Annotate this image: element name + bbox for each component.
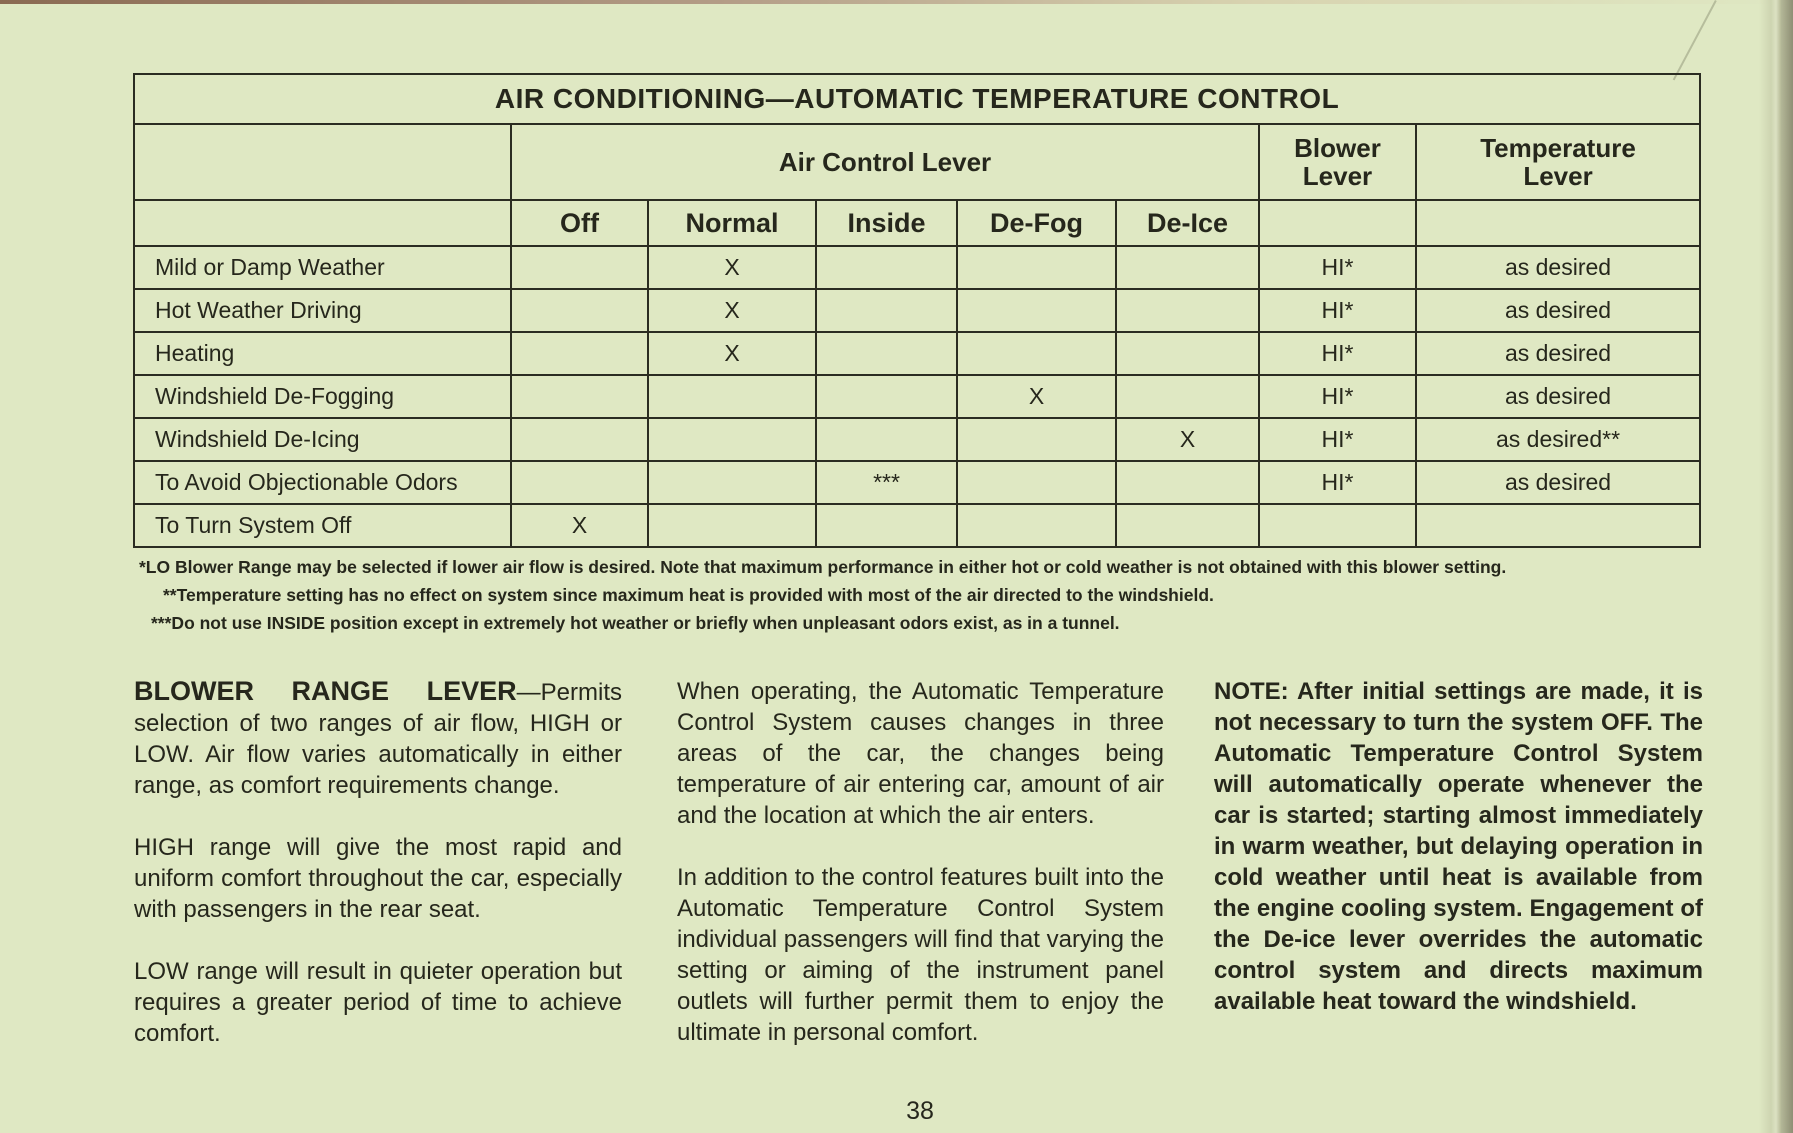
text-blower-range-desc: —Permits selection of two ranges of air flow, HIGH or LOW. Air flow varies automatically in either range, as comfort requirements change. — [134, 679, 622, 799]
cell-off — [511, 375, 648, 418]
row-label: Heating — [134, 332, 511, 375]
cell-defog: X — [957, 375, 1116, 418]
table-row — [134, 332, 1700, 375]
page-edge-top — [0, 0, 1793, 4]
cell-temperature: as desired — [1416, 289, 1700, 332]
col-header-defog: De-Fog — [957, 200, 1116, 246]
cell-deice — [1116, 461, 1259, 504]
cell-temperature: as desired — [1416, 375, 1700, 418]
cell-inside: *** — [816, 461, 957, 504]
cell-inside — [816, 418, 957, 461]
column-note — [1214, 676, 1703, 1048]
table-row — [134, 461, 1700, 504]
cell-off — [511, 461, 648, 504]
cell-blower: HI* — [1259, 461, 1416, 504]
heading-blower-range-lever: BLOWER RANGE LEVER — [134, 676, 517, 706]
cell-normal — [648, 375, 816, 418]
cell-off — [511, 332, 648, 375]
row-label: To Avoid Objectionable Odors — [134, 461, 511, 504]
cell-inside — [816, 289, 957, 332]
paragraph-operating: When operating, the Automatic Temperature Control System causes changes in three areas of the car, the changes being temperature of air entering car, amount of air and the location at which the air enters. — [677, 678, 1164, 829]
cell-defog — [957, 246, 1116, 289]
paragraph-control-features: In addition to the control features built into the Automatic Temperature Control System individual passengers will find that varying the setting or aiming of the instrument panel outlets will further permit them to enjoy the ultimate in personal comfort. — [677, 864, 1164, 1046]
table-title: AIR CONDITIONING—AUTOMATIC TEMPERATURE CONTROL — [134, 74, 1700, 124]
paragraph-blower-range — [134, 676, 622, 801]
table-row — [134, 375, 1700, 418]
row-label: Mild or Damp Weather — [134, 246, 511, 289]
cell-deice — [1116, 246, 1259, 289]
cell-inside — [816, 504, 957, 547]
header-temperature-lever: Temperature Lever — [1416, 124, 1700, 200]
cell-blower: HI* — [1259, 246, 1416, 289]
subheader-blank-temp — [1416, 200, 1700, 246]
cell-temperature: as desired** — [1416, 418, 1700, 461]
cell-temperature: as desired — [1416, 461, 1700, 504]
cell-deice — [1116, 332, 1259, 375]
cell-blower: HI* — [1259, 375, 1416, 418]
cell-defog — [957, 418, 1116, 461]
paragraph-high-range: HIGH range will give the most rapid and uniform comfort throughout the car, especially with passengers in the rear seat. — [134, 834, 622, 923]
cell-defog — [957, 332, 1116, 375]
cell-deice — [1116, 504, 1259, 547]
footnotes — [133, 553, 1693, 637]
cell-normal — [648, 418, 816, 461]
col-header-off: Off — [511, 200, 648, 246]
cell-normal — [648, 504, 816, 547]
cell-defog — [957, 461, 1116, 504]
subheader-blank-blower — [1259, 200, 1416, 246]
header-air-control-lever: Air Control Lever — [511, 124, 1259, 200]
col-header-inside: Inside — [816, 200, 957, 246]
column-blower-range — [134, 676, 622, 1080]
paragraph-note: NOTE: After initial settings are made, it is not necessary to turn the system OFF. The Automatic Temperature Control System will automatically operate whenever the car is started; starting almost immediately in warm weather, but delaying operation in cold weather until heat is available from the engine cooling system. Engagement of the De-ice lever overrides the automatic control system and directs maximum available heat toward the windshield. — [1214, 678, 1703, 1015]
header-blower-lever: Blower Lever — [1259, 124, 1416, 200]
cell-deice — [1116, 289, 1259, 332]
cell-inside — [816, 375, 957, 418]
page-crease — [1673, 0, 1717, 80]
footnote-3: ***Do not use INSIDE position except in extremely hot weather or briefly when unpleasant odors exist, as in a tunnel. — [151, 613, 1120, 633]
row-label: To Turn System Off — [134, 504, 511, 547]
row-label: Windshield De-Icing — [134, 418, 511, 461]
cell-inside — [816, 246, 957, 289]
table-body — [134, 246, 1700, 547]
subheader-blank — [134, 200, 511, 246]
cell-normal: X — [648, 246, 816, 289]
cell-blower: HI* — [1259, 332, 1416, 375]
table-row — [134, 504, 1700, 547]
cell-defog — [957, 289, 1116, 332]
cell-normal — [648, 461, 816, 504]
cell-deice: X — [1116, 418, 1259, 461]
row-label: Windshield De-Fogging — [134, 375, 511, 418]
column-operation — [677, 676, 1164, 1079]
cell-off — [511, 289, 648, 332]
table-row — [134, 289, 1700, 332]
page-number: 38 — [906, 1097, 934, 1125]
row-label: Hot Weather Driving — [134, 289, 511, 332]
cell-off — [511, 246, 648, 289]
paragraph-low-range: LOW range will result in quieter operation but requires a greater period of time to achieve comfort. — [134, 958, 622, 1047]
cell-temperature: as desired — [1416, 246, 1700, 289]
cell-temperature: as desired — [1416, 332, 1700, 375]
cell-normal: X — [648, 332, 816, 375]
table-row — [134, 246, 1700, 289]
cell-blower: HI* — [1259, 289, 1416, 332]
cell-deice — [1116, 375, 1259, 418]
footnote-2: **Temperature setting has no effect on system since maximum heat is provided with most of the air directed to the windshield. — [163, 585, 1214, 605]
atc-table — [133, 73, 1701, 548]
page-edge-strip — [1771, 0, 1781, 1133]
cell-inside — [816, 332, 957, 375]
table-row — [134, 418, 1700, 461]
cell-temperature — [1416, 504, 1700, 547]
cell-defog — [957, 504, 1116, 547]
col-header-normal: Normal — [648, 200, 816, 246]
col-header-deice: De-Ice — [1116, 200, 1259, 246]
cell-blower: HI* — [1259, 418, 1416, 461]
cell-off: X — [511, 504, 648, 547]
cell-blower — [1259, 504, 1416, 547]
cell-normal: X — [648, 289, 816, 332]
header-blank — [134, 124, 511, 200]
cell-off — [511, 418, 648, 461]
footnote-1: *LO Blower Range may be selected if lower air flow is desired. Note that maximum performance in either hot or cold weather is not obtained with this blower setting. — [139, 557, 1507, 577]
